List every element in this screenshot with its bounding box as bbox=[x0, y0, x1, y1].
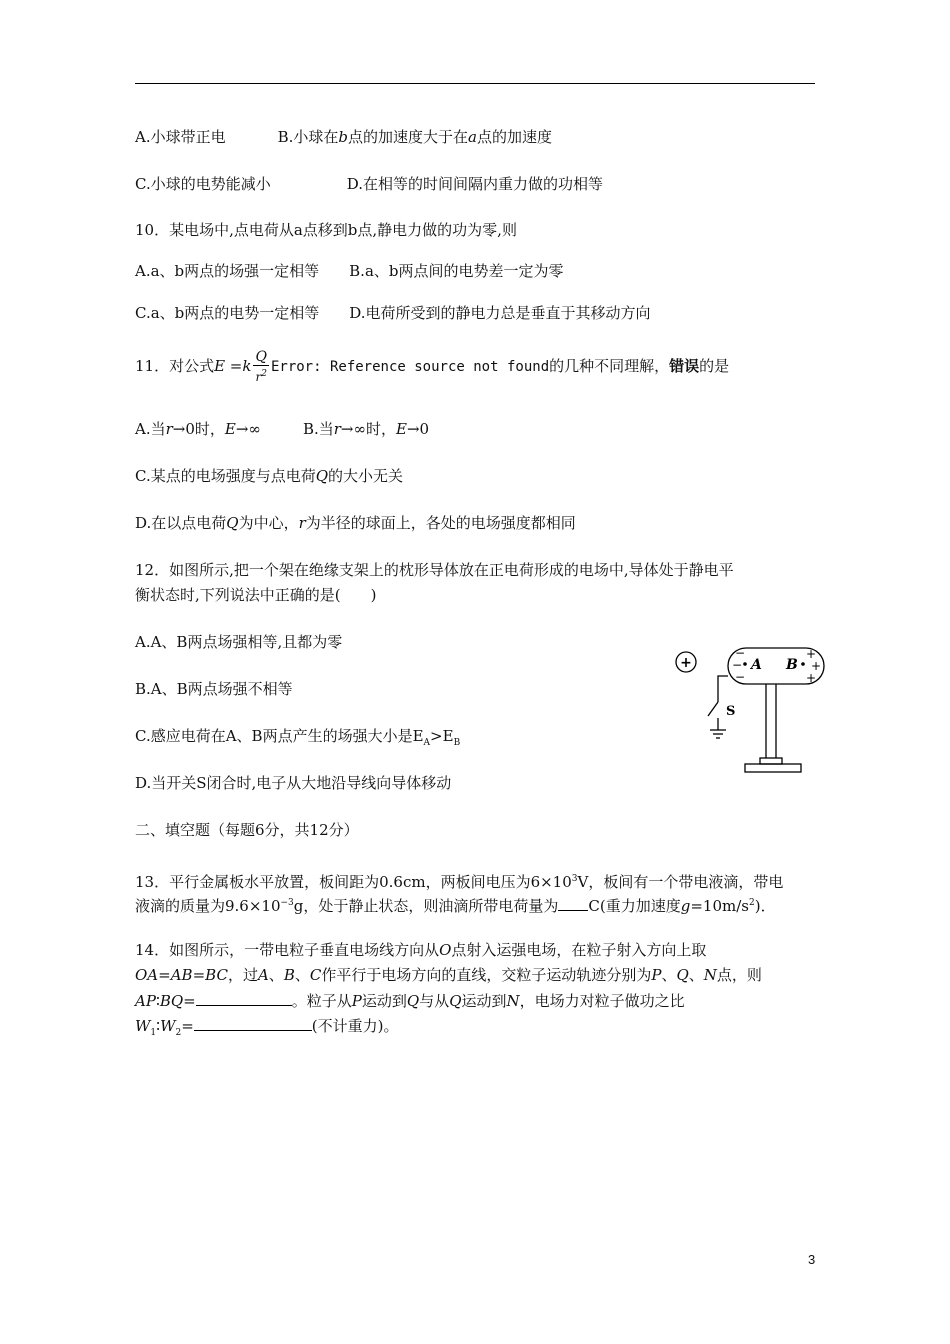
q14-line1: 14．如图所示，一带电粒子垂直电场线方向从O点射入运强电场，在粒子射入方向上取 bbox=[135, 941, 707, 959]
q9-option-d: D.在相等的时间间隔内重力做的功相等 bbox=[346, 175, 603, 193]
section-2-heading: 二、填空题（每题6分，共12分） bbox=[135, 821, 359, 839]
q12-option-a: A.A、B两点场强相等,且都为零 bbox=[135, 633, 343, 651]
q10-stem: 10．某电场中,点电荷从a点移到b点,静电力做的功为零,则 bbox=[135, 221, 517, 239]
conductor-figure bbox=[668, 640, 843, 780]
formula-fraction: $\frac{Q}{r^2}$ bbox=[255, 349, 267, 384]
point-b-dot bbox=[801, 662, 805, 666]
q14-answer-blank-1[interactable] bbox=[196, 990, 292, 1006]
label-b: B bbox=[786, 657, 798, 673]
q11-option-d: D.在以点电荷Q为中心，r为半径的球面上，各处的电场强度都相同 bbox=[135, 514, 576, 532]
q13-line1: 13．平行金属板水平放置，板间距为0.6cm，两板间电压为$6\times 10^3V$，板间有一个带电液滴，带电 bbox=[135, 873, 784, 891]
q10-option-b: B.a、b两点间的电势差一定为零 bbox=[349, 262, 564, 280]
q9-options-ab bbox=[135, 127, 552, 147]
q9-option-b: B.小球在b点的加速度大于在a点的加速度 bbox=[277, 128, 552, 146]
q13-line2: 液滴的质量为$9.6\times 10^{-3}g$，处于静止状态，则油滴所带电荷量为 C(重力加速度$g=10m/s^2$)． bbox=[135, 897, 776, 915]
q10-options-cd bbox=[135, 303, 651, 323]
q11-option-b: B.当r→∞时，E→0 bbox=[302, 420, 430, 438]
q9-option-c: C.小球的电势能减小 bbox=[135, 175, 271, 193]
point-a-dot bbox=[743, 662, 747, 666]
ground-switch bbox=[708, 676, 735, 738]
q12-stem-line1: 12．如图所示,把一个架在绝缘支架上的枕形导体放在正电荷形成的电场中,导体处于静电平 bbox=[135, 561, 734, 579]
header-rule bbox=[135, 83, 815, 84]
q10-option-a: A.a、b两点的场强一定相等 bbox=[135, 262, 320, 280]
svg-text:−: − bbox=[732, 658, 743, 672]
point-charge bbox=[676, 652, 696, 672]
q12-stem-line2: 衡状态时,下列说法中正确的是( ) bbox=[135, 586, 377, 604]
svg-text:−: − bbox=[735, 670, 746, 684]
page-number: 3 bbox=[808, 1252, 816, 1267]
q10-option-d: D.电荷所受到的静电力总是垂直于其移动方向 bbox=[349, 304, 651, 322]
q11-options-ab bbox=[135, 419, 429, 439]
svg-text:+: + bbox=[680, 655, 692, 671]
q11-stem: 11．对公式E =k $\frac{Q}{r^2}$ Error: Reference source not found的几种不同理解，错误的是 bbox=[135, 349, 730, 384]
q10-options-ab bbox=[135, 261, 564, 281]
q12-option-b: B.A、B两点场强不相等 bbox=[135, 680, 293, 698]
q9-options-cd bbox=[135, 174, 603, 194]
q10-option-c: C.a、b两点的电势一定相等 bbox=[135, 304, 320, 322]
svg-text:+: + bbox=[806, 671, 817, 685]
svg-text:+: + bbox=[811, 659, 822, 673]
q13-answer-blank[interactable] bbox=[558, 895, 588, 911]
q14-answer-blank-2[interactable] bbox=[194, 1015, 312, 1031]
svg-text:+: + bbox=[806, 647, 817, 661]
reference-error: Error: Reference source not found bbox=[270, 359, 550, 375]
label-a: A bbox=[751, 657, 762, 673]
q14-line2: OA=AB=BC，过A、B、C作平行于电场方向的直线，交粒子运动轨迹分别为P、Q、N点，则 bbox=[135, 966, 762, 984]
svg-text:−: − bbox=[735, 646, 746, 660]
q12-option-c: C.感应电荷在A、B两点产生的场强大小是$E_A>E_B$ bbox=[135, 727, 461, 748]
q11-option-a: A.当r→0时，E→∞ bbox=[135, 420, 261, 438]
label-s: S bbox=[726, 704, 736, 719]
q11-option-c: C.某点的电场强度与点电荷Q的大小无关 bbox=[135, 467, 404, 485]
q14-line4: $W_1∶W_2=$ (不计重力)。 bbox=[135, 1017, 399, 1038]
q12-option-d: D.当开关S闭合时,电子从大地沿导线向导体移动 bbox=[135, 774, 452, 792]
q9-option-a: A.小球带正电 bbox=[135, 128, 226, 146]
insulating-stand bbox=[745, 684, 801, 772]
q14-line3: AP∶BQ= 。粒子从P运动到Q与从Q运动到N，电场力对粒子做功之比 bbox=[135, 992, 685, 1010]
formula-lhs: E =k bbox=[214, 357, 252, 375]
